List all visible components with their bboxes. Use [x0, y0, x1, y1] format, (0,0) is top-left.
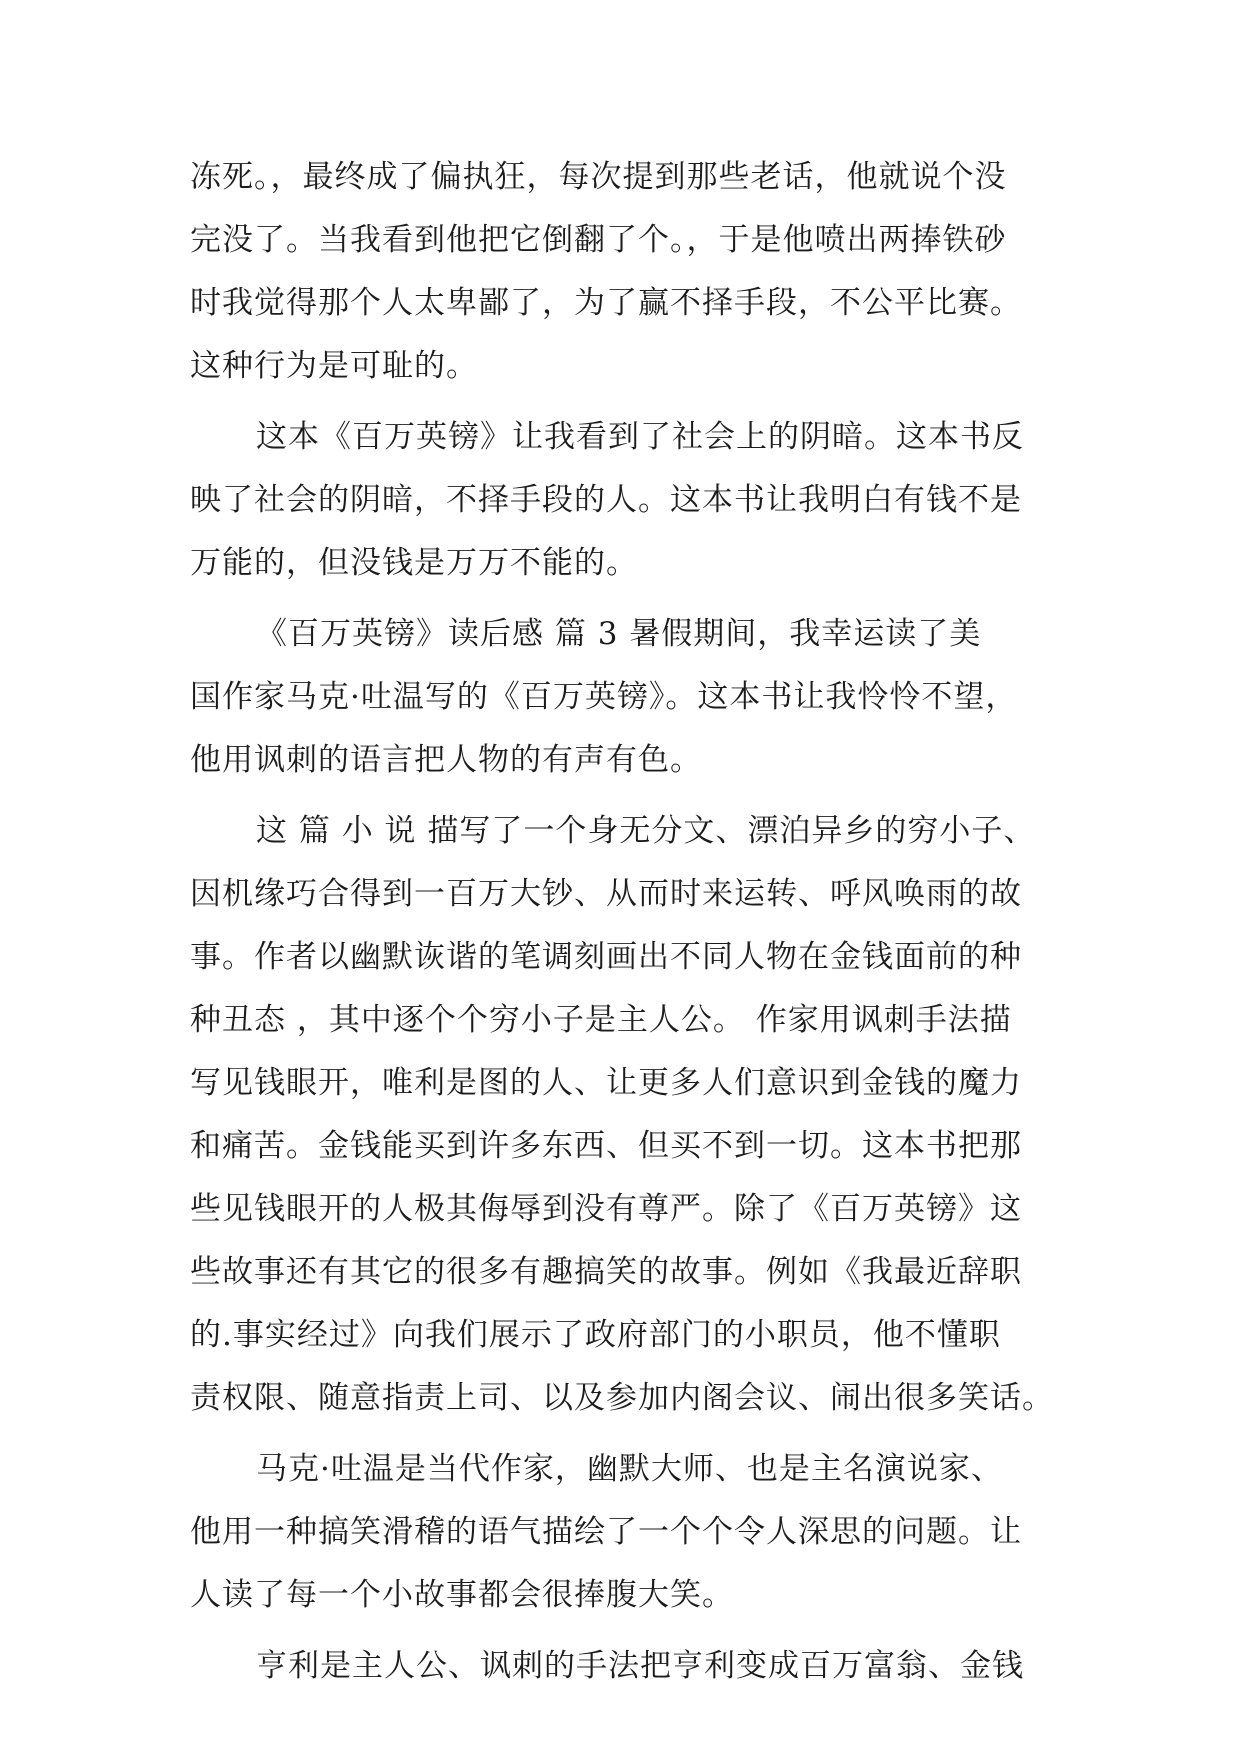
text-line: 马克·吐温是当代作家，幽默大师、也是主名演说家、: [256, 1451, 1003, 1487]
text-line: 和痛苦。金钱能买到许多东西、但买不到一切。这本书把那: [190, 1128, 1022, 1164]
text-line: 这本《百万英镑》让我看到了社会上的阴暗。这本书反: [256, 419, 1024, 455]
text-line: 事。作者以幽默诙谐的笔调刻画出不同人物在金钱面前的种: [190, 939, 1022, 975]
text-line: 他用讽刺的语言把人物的有声有色。: [190, 742, 702, 778]
text-line: 些故事还有其它的很多有趣搞笑的故事。例如《我最近辞职: [190, 1254, 1022, 1290]
text-line: 国作家马克·吐温写的《百万英镑》。这本书让我怜怜不望，: [190, 679, 1018, 715]
text-line: 的.事实经过》向我们展示了政府部门的小职员，他不懂职: [190, 1317, 1001, 1353]
text-line: 人读了每一个小故事都会很捧腹大笑。: [190, 1577, 734, 1613]
text-line: 映了社会的阴暗，不择手段的人。这本书让我明白有钱不是: [190, 482, 1022, 518]
text-line: 这 篇 小 说 描写了一个身无分文、漂泊异乡的穷小子、: [256, 813, 1036, 849]
text-line: 些见钱眼开的人极其侮辱到没有尊严。除了《百万英镑》这: [190, 1191, 1022, 1227]
text-line: 完没了。当我看到他把它倒翻了个。，于是他喷出两捧铁砂: [190, 222, 1007, 258]
document-body: [190, 146, 1070, 1698]
text-line: 这种行为是可耻的。: [190, 348, 478, 384]
section-heading-line: 《百万英镑》读后感 篇 3 暑假期间，我幸运读了美: [256, 616, 982, 652]
text-line: 种丑态 ，其中逐个个穷小子是主人公。 作家用讽刺手法描: [190, 1002, 1012, 1038]
text-line: 因机缘巧合得到一百万大钞、从而时来运转、呼风唤雨的故: [190, 876, 1022, 912]
text-line: 万能的，但没钱是万万不能的。: [190, 545, 638, 581]
text-line: 责权限、随意指责上司、以及参加内阁会议、闹出很多笑话。: [190, 1380, 1054, 1416]
text-line: 写见钱眼开，唯利是图的人、让更多人们意识到金钱的魔力: [190, 1065, 1022, 1101]
text-line: 冻死。，最终成了偏执狂，每次提到那些老话，他就说个没: [190, 159, 1007, 195]
text-line: 他用一种搞笑滑稽的语气描绘了一个个令人深思的问题。让: [190, 1514, 1022, 1550]
text-line: 亨利是主人公、讽刺的手法把亨利变成百万富翁、金钱: [256, 1648, 1024, 1684]
text-line: 时我觉得那个人太卑鄙了，为了赢不择手段，不公平比赛。: [190, 285, 1022, 321]
